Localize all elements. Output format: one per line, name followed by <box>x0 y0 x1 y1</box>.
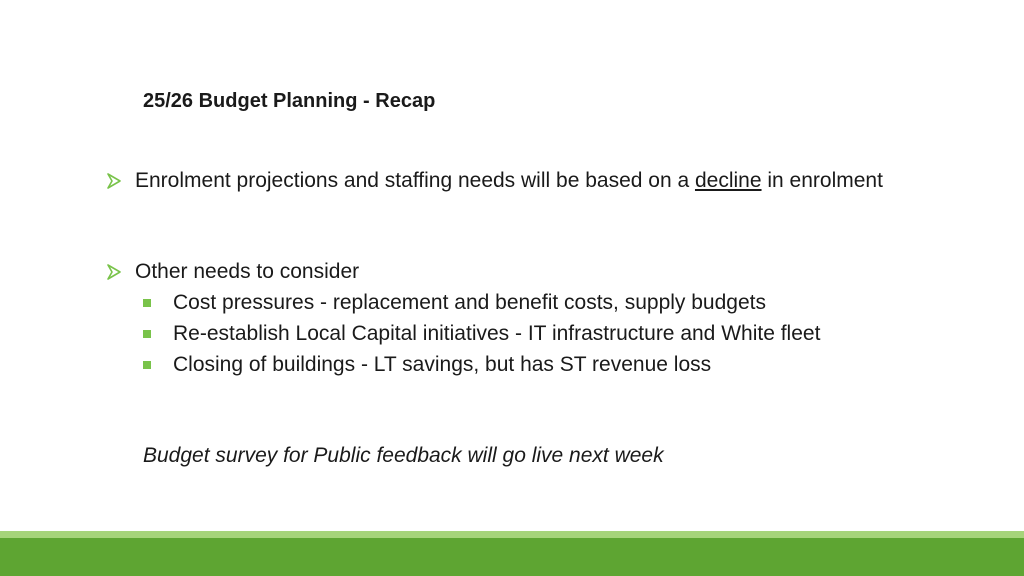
bullet-text: Other needs to consider <box>135 260 360 283</box>
arrow-bullet-icon <box>106 257 135 287</box>
square-bullet-icon <box>143 330 151 338</box>
sub-bullet-text: Closing of buildings - LT savings, but has ST revenue loss <box>173 352 712 376</box>
decline-underlined-word: decline <box>694 169 762 192</box>
sub-bullet-text: Re-establish Local Capital initiatives - IT infrastructure and White fleet <box>173 321 821 345</box>
bullet-other-needs <box>106 257 886 380</box>
bullet-text-start: Enrolment projections and staffing needs will be based on a <box>135 169 695 192</box>
sub-bullet-list <box>106 287 886 380</box>
footer-bar <box>0 531 1024 576</box>
bullet-row <box>106 257 886 287</box>
footer-light-stripe <box>0 531 1024 538</box>
arrow-bullet-icon <box>106 166 135 196</box>
bullet-enrolment <box>106 166 886 196</box>
survey-footnote: Budget survey for Public feedback will go live next week <box>143 444 664 467</box>
square-bullet-icon <box>143 361 151 369</box>
footer-dark-stripe <box>0 538 1024 576</box>
sub-bullet-item <box>143 349 886 380</box>
bullet-text-end: in enrolment <box>761 169 883 192</box>
bullet-text <box>135 166 886 196</box>
slide-title: 25/26 Budget Planning - Recap <box>143 90 436 112</box>
square-bullet-icon <box>143 299 151 307</box>
sub-bullet-text: Cost pressures - replacement and benefit costs, supply budgets <box>173 290 766 314</box>
sub-bullet-item <box>143 318 886 349</box>
bullet-row <box>106 166 886 196</box>
sub-bullet-item <box>143 287 886 318</box>
